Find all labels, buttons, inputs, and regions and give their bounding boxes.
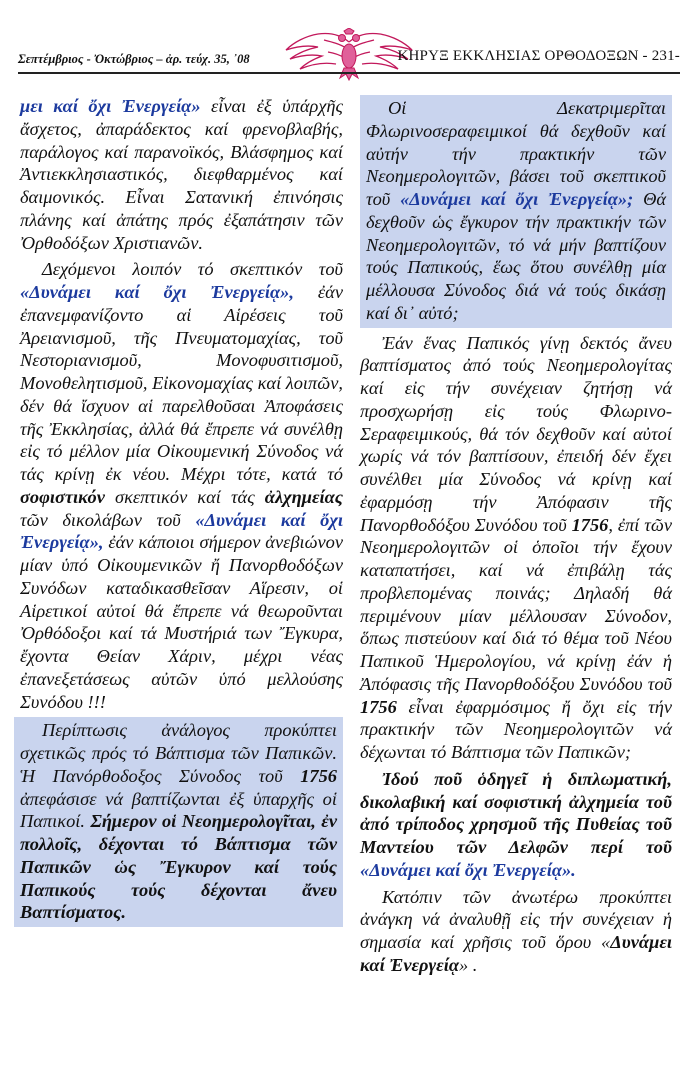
paragraph-text: εἶναι ἐφαρμόσιμος ἤ ὄχι εἰς τήν πρακτικήν τῶν Νεοημερολογιτῶν νά δέχωνται τό Βάπτισμα τῶν Παπικῶν; xyxy=(360,696,672,762)
paragraph-text: Οἱ Δεκατριμερῖται Φλωρινοσεραφειμικοί θά δεχθοῦν καί αὐτήν τήν πρακτικήν τῶν Νεοημερολογιτῶν, βάσει τοῦ σκεπτικοῦ τοῦ xyxy=(366,98,666,209)
journal-title: ΚΗΡΥΞ ΕΚΚΛΗΣΙΑΣ ΟΡΘΟΔΟΞΩΝ - 231- xyxy=(397,48,680,64)
highlighted-paragraph xyxy=(14,717,343,927)
bold-word: ἀλχημείας xyxy=(264,486,343,507)
page-header xyxy=(18,30,680,84)
paragraph-text: Θά δεχθοῦν ὡς ἔγκυρον τήν πρακτικήν τῶν Νεοημερολογιτῶν, τό νά μήν βαπτίζουν τούς Παπικούς, ἕως ὅτου συνέλθῃ μία μέλλουσα Σύνοδος διά νά τούς δικάσῃ καί δι᾽ αὐτό; xyxy=(366,189,666,323)
paragraph-text: Ἐάν ἕνας Παπικός γίνῃ δεκτός ἄνευ βαπτίσματος ἀπό τούς Νεοημερολογίτας καί εἰς τήν συνέχειαν ζητήσῃ νά προσχωρήσῃ εἰς τούς Φλωρινο-Σεραφειμικούς, θά τόν δεχθοῦν καί αὐτοί χωρίς νά τόν βαπτίσουν, ἐπειδή δέν ἔχει συνέλθει μία Σύνοδος νά κρίνῃ καί ἐφαρμόσῃ τήν Ἀπόφασιν τῆς Πανορθοδόξου Συνόδου τοῦ xyxy=(360,332,672,535)
year: 1756 xyxy=(571,514,609,535)
quoted-phrase: «Δυνάμει καί ὄχι Ἐνεργείᾳ», xyxy=(20,282,294,302)
paragraph-text: Κατόπιν τῶν ἀνωτέρω προκύπτει ἀνάγκη νά ἀναλυθῇ εἰς τήν συνέχειαν ἡ σημασία καί χρῆσις τοῦ ὅρου « xyxy=(360,886,672,952)
quoted-phrase: «Δυνάμει καί ὄχι Ἐνεργείᾳ». xyxy=(360,859,576,880)
paragraph xyxy=(360,768,672,882)
bold-sentence: Ἰδού ποῦ ὁδηγεῖ ἡ διπλωματική, δικολαβική καί σοφιστική ἀλχημεία τοῦ ἀπό τρίποδος χρησμοῦ τῆς Πυθείας τοῦ Μαντείου τῶν Δελφῶν περί τοῦ xyxy=(360,768,672,857)
year: 1756 xyxy=(300,765,337,786)
paragraph-text: » . xyxy=(459,954,478,975)
right-column xyxy=(360,95,672,977)
paragraph-text: τῶν δικολάβων τοῦ xyxy=(20,509,196,530)
paragraph xyxy=(20,95,343,254)
bold-word: σοφιστικόν xyxy=(20,486,105,507)
highlighted-paragraph xyxy=(360,95,672,328)
bold-sentence: Σήμερον οἱ Νεοημερολογῖται, ἐν πολλοῖς, δέχονται τό Βάπτισμα τῶν Παπικῶν ὡς Ἔγκυρον καί τούς Παπικούς τούς δέχονται ἄνευ Βαπτίσματος. xyxy=(20,811,337,923)
bold-phrase: Δυνάμει καί Ἐνεργείᾳ xyxy=(360,932,672,975)
paragraph-text: , ἐπί τῶν Νεοημερολογιτῶν οἱ ὁποῖοι τήν ἔχουν καταπατήσει, καί νά ἐπιβάλῃ τάς προβλεπομένας ποινάς; Δηλαδή θά περιμένουν μίαν μέλλουσαν Σύνοδον, ὅπως πιστεύουν καί διά τό θέμα τοῦ Νέου Παπικοῦ Ἡμερολογίου, νά κρίνῃ ἐάν ἡ Ἀπόφασις τῆς Πανορθοδόξου Συνόδου τοῦ xyxy=(360,514,672,694)
quoted-phrase: «Δυνάμει καί ὄχι Ἐνεργείᾳ», xyxy=(20,509,343,553)
paragraph-text: Περίπτωσις ἀνάλογος προκύπτει σχετικῶς πρός τό Βάπτισμα τῶν Παπικῶν. Ἡ Πανόρθοδοξος Σύνοδος τοῦ xyxy=(20,720,337,786)
paragraph-text: εἶναι ἐξ ὑπάρχῆς ἄσχετος, ἀπαράδεκτος καί φρενοβλαβής, παράλογος καί παρανοϊκός, Βλάσφημος καί Ἀντιεκκλησιαστικός, διεφθαρμένος καί δαιμονικός. Εἶναι Σατανική ἐπινόησις πλάνης καί ἀπάτης πρός ἐξαπάτησιν τῶν Ὀρθοδόξων Χριστιανῶν. xyxy=(20,96,344,253)
header-rule xyxy=(18,72,680,74)
paragraph-text: ἐάν ἐπανεμφανίζοντο αἱ Αἱρέσεις τοῦ Ἀρειανισμοῦ, τῆς Πνευματομαχίας, τοῦ Νεστοριανισμοῦ, Μονοφυσιτισμοῦ, Μονοθελητισμοῦ, Εἰκονομαχίας καί λοιπῶν, δέν θά ἴσχυον αἱ παρελθοῦσαι Ἀποφάσεις τῆς Ἐκκλησίας, ἀλλά θά ἔπρεπε νά συνέλθῃ εἰς τό μέλλον μία Οἰκουμενική Σύνοδος νά τάς κρίνῃ ἐκ νέου. Μέχρι τότε, κατά τό xyxy=(20,282,344,484)
paragraph-text: ἐάν κάποιοι σήμερον ἀνεβιώνον μίαν ὑπό Οἰκουμενικῶν ἤ Πανορθοδόξων Συνόδων καταδικασθεῖσαν Αἵρεσιν, οἱ Αἱρετικοί αὐτοί θά ἔπρεπε νά θεωροῦνται Ὀρθόδοξοι καί τά Μυστήριά των Ἔγκυρα, ἔχοντα Θείαν Χάριν, μέχρι νέας ἐπανεξετάσεως αὐτῶν ὑπό μελλούσης Συνόδου !!! xyxy=(20,532,343,712)
paragraph-text: σκεπτικόν καί τάς xyxy=(104,486,265,507)
issue-date: Σεπτέμβριος - Ὀκτώβριος – ἀρ. τεύχ. 35, ᾽08 xyxy=(18,52,250,66)
left-column xyxy=(20,95,343,927)
paragraph xyxy=(20,258,343,713)
paragraph-text: ἀπεφάσισε νά βαπτίζωνται ἐξ ὑπαρχῆς οἱ Παπικοί. xyxy=(20,788,337,832)
paragraph-text: Δεχόμενοι λοιπόν τό σκεπτικόν τοῦ xyxy=(42,259,343,280)
quoted-phrase: μει καί ὄχι Ἐνεργείᾳ» xyxy=(20,96,201,116)
paragraph xyxy=(360,332,672,764)
paragraph xyxy=(360,886,672,977)
quoted-phrase: «Δυνάμει καί ὄχι Ἐνεργείᾳ»; xyxy=(400,189,634,209)
year: 1756 xyxy=(360,696,397,717)
